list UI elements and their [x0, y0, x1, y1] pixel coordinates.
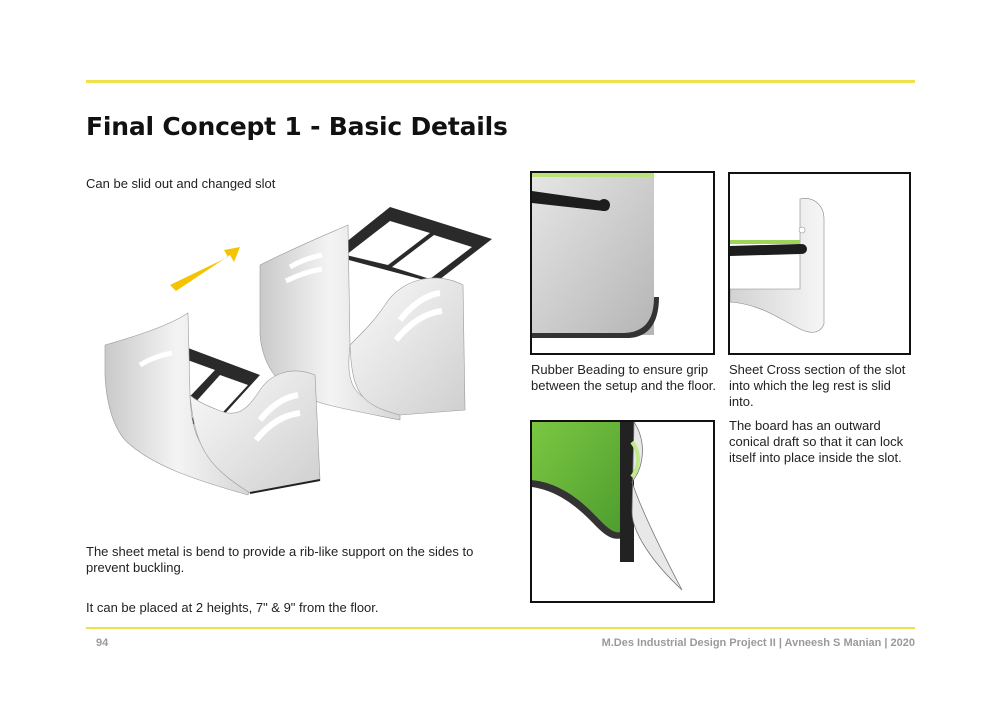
page-title: Final Concept 1 - Basic Details	[86, 112, 508, 141]
slide-direction-arrow	[170, 247, 240, 291]
cross-section-detail	[728, 172, 911, 355]
rubber-beading-caption: Rubber Beading to ensure grip between the setup and the floor.	[531, 362, 717, 393]
footer-credit: M.Des Industrial Design Project II | Avneesh S Manian | 2020	[601, 637, 915, 649]
slide-out-note: Can be slid out and changed slot	[86, 176, 276, 191]
top-divider	[86, 80, 915, 83]
heights-note: It can be placed at 2 heights, 7" & 9" from the floor.	[86, 600, 379, 615]
cross-section-caption: Sheet Cross section of the slot into which the leg rest is slid into.	[729, 362, 906, 409]
rubber-beading-detail	[530, 171, 715, 355]
conical-draft-detail	[530, 420, 715, 603]
product-render	[100, 195, 500, 530]
conical-draft-caption: The board has an outward conical draft so that it can lock itself into place inside the slot.	[729, 418, 904, 465]
bottom-divider	[86, 627, 915, 629]
page-number: 94	[96, 637, 109, 649]
sheet-metal-note: The sheet metal is bend to provide a rib-like support on the sides to prevent buckling.	[86, 544, 474, 575]
